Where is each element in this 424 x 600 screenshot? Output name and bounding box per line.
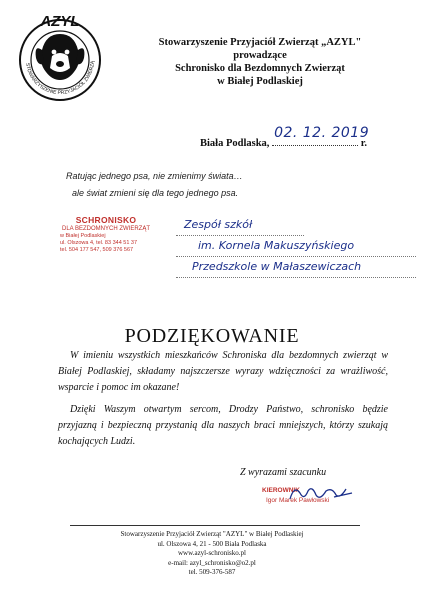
footer-divider	[70, 525, 360, 526]
date-handwritten: 02. 12. 2019	[274, 125, 370, 141]
azyl-logo	[12, 10, 108, 106]
motto-line-1: Ratując jednego psa, nie zmienimy świata…	[66, 171, 243, 181]
header-line-4: w Białej Podlaskiej	[217, 76, 303, 87]
footer-email: e-mail: azyl_schronisko@o2.pl	[168, 558, 256, 567]
handwritten-signature	[286, 483, 356, 505]
motto	[66, 168, 316, 202]
logo-title: AZYL	[40, 13, 80, 30]
body-paragraph-2: Dzięki Waszym otwartym sercom, Drodzy Państwo, schronisko będzie przyjazną i bezpieczną przystanią dla naszych braci mniejszych, którzy szukają kochających Ludzi.	[58, 404, 388, 447]
closing: Z wyrazami szacunku	[240, 467, 327, 478]
recipient	[176, 215, 416, 278]
date-place: Biała Podlaska,	[200, 138, 270, 149]
signature-role: KIEROWNIK	[262, 487, 300, 494]
body-paragraph-1: W imieniu wszystkich mieszkańców Schroniska dla bezdomnych zwierząt w Białej Podlaskiej, składamy najszczersze wyrazy wdzięczności za wrażliwość, wsparcie i pomoc im okazane!	[58, 350, 388, 393]
header-line-1: Stowarzyszenie Przyjaciół Zwierząt „AZYL"	[158, 37, 362, 48]
footer-website: www.azyl-schronisko.pl	[178, 549, 246, 557]
stamp-line-4: ul. Olszowa 4, tel. 83 344 51 37	[60, 240, 138, 246]
recipient-line-2: im. Kornela Makuszyńskiego	[176, 236, 416, 257]
letter-body	[58, 348, 388, 456]
header-line-2: prowadzące	[233, 50, 287, 61]
date-suffix: r.	[360, 138, 368, 149]
date-line	[200, 125, 400, 149]
stamp-line-5: tel. 504 177 547, 509 376 567	[60, 247, 134, 253]
signature-name: Igor Marek Pawłowski	[266, 497, 330, 504]
header-line-3: Schronisko dla Bezdomnych Zwierząt	[175, 63, 345, 74]
letter-title: PODZIĘKOWANIE	[124, 325, 300, 347]
motto-line-2: ale świat zmieni się dla tego jednego psa.	[72, 188, 239, 198]
footer-phone: tel. 509-376-587	[188, 568, 236, 576]
recipient-line-1: Zespół szkół	[176, 215, 304, 236]
footer-line-1: Stowarzyszenie Przyjaciół Zwierząt "AZYL" w Białej Podlaskiej	[120, 530, 304, 538]
organization-header	[110, 36, 410, 88]
logo-ring-text: STOWARZYSZENIE PRZYJACIÓŁ ZWIERZĄ	[24, 60, 97, 97]
date-field	[272, 125, 370, 146]
footer	[0, 530, 424, 578]
stamp-line-1: SCHRONISKO	[75, 215, 137, 225]
footer-line-2: ul. Olszowa 4, 21 - 500 Biała Podlaska	[157, 539, 267, 548]
stamp-line-2: DLA BEZDOMNYCH ZWIERZĄT	[61, 226, 150, 232]
stamp-line-3: w Białej Podlaskiej	[60, 233, 106, 239]
recipient-line-3: Przedszkole w Małaszewiczach	[176, 257, 416, 278]
signature-stamp	[262, 487, 382, 504]
shelter-stamp	[50, 215, 162, 254]
